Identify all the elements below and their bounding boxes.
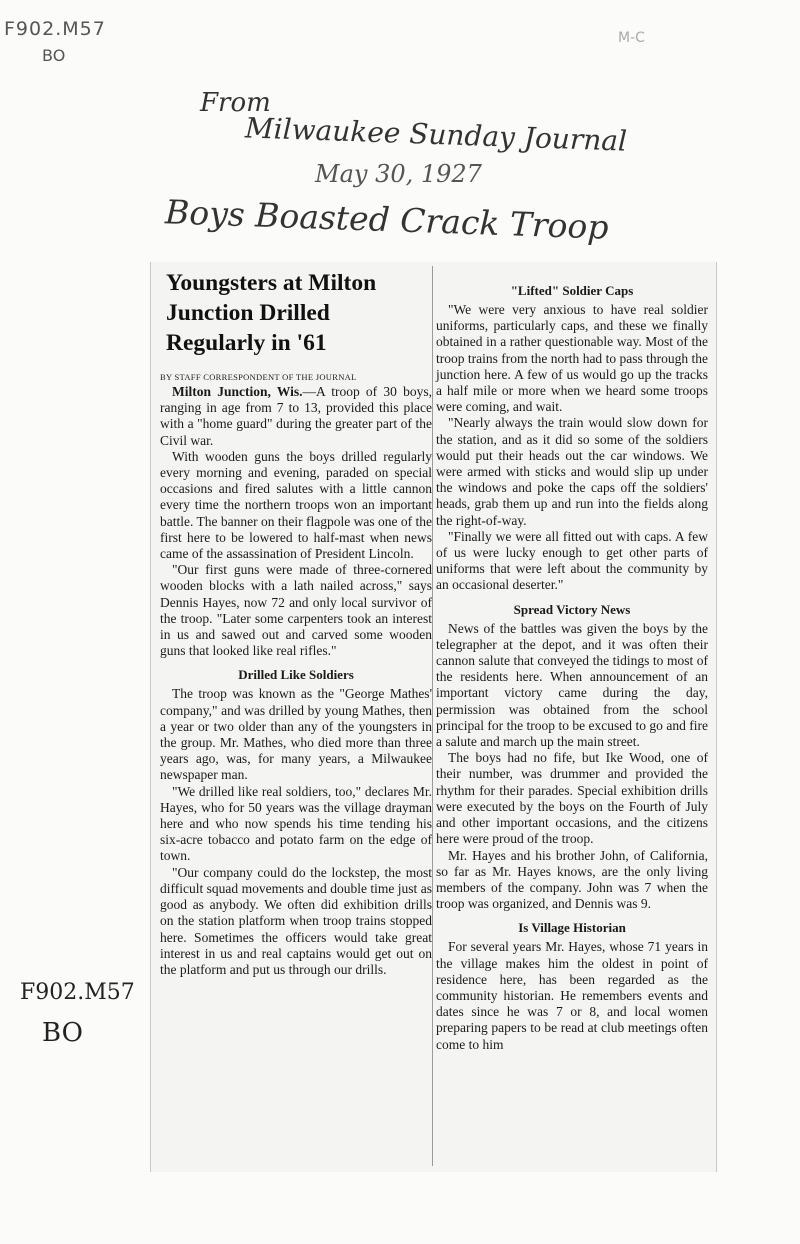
handwritten-from: From: [200, 88, 271, 118]
paragraph: "Our company could do the lockstep, the most difficult squad movements and double time just as good as anybody. We often did exhibition drills on the station platform when troop trains stopped here. Sometimes the officers would take great interest in us and real captains would get out on the platform and put us through our drills.: [160, 864, 432, 977]
paragraph: "Finally we were all fitted out with caps. A few of us were lucky enough to get other parts of uniforms that were left about the community by an occasional deserter.": [436, 528, 708, 593]
article-headline: Youngsters at Milton Junction Drilled Regularly in '61: [166, 270, 377, 356]
handwritten-paper: Milwaukee Sunday Journal: [244, 111, 628, 158]
paragraph: The boys had no fife, but Ike Wood, one of their number, was drummer and provided the rhythm for their parades. Special exhibition drills were executed by the boys on the Fourth of July and other important occasions, and the citizens here were proud of the troop.: [436, 750, 708, 847]
paragraph: Mr. Hayes and his brother John, of California, so far as Mr. Hayes knows, are the only living members of the company. John was 7 when the troop was organized, and Dennis was 9.: [436, 847, 708, 912]
article-right-column: [436, 283, 708, 1053]
call-number-line1: F902.M57: [20, 980, 135, 1005]
handwritten-title: Boys Boasted Crack Troop: [164, 192, 610, 247]
paragraph: "We drilled like real soldiers, too," declares Mr. Hayes, who for 50 years was the village drayman here and who now spends his time tending his six-acre tobacco and potato farm on the edge of town.: [160, 783, 432, 864]
paragraph: For several years Mr. Hayes, whose 71 years in the village makes him the oldest in point of residence here, has been regarded as the community historian. He remembers events and dates since he was 7 or 8, and local women preparing papers to be read at club meetings often come to him: [436, 939, 708, 1052]
top-right-mark: M-C: [618, 30, 645, 46]
paragraph: The troop was known as the "George Mathes' company," and was drilled by young Mathes, then a year or two older than any of the youngsters in the group. Mr. Mathes, who died more than three years ago, was, for many years, a Milwaukee newspaper man.: [160, 686, 432, 783]
byline: BY STAFF CORRESPONDENT OF THE JOURNAL: [160, 372, 357, 382]
dateline: Milton Junction, Wis.: [172, 384, 303, 399]
paragraph: News of the battles was given the boys by the telegrapher at the depot, and it was often their cannon salute that conveyed the tidings to most of the residents here. When announcement of an important victory came during the day, permission was obtained from the school principal for the troop to be excused to go and fire a salute and march up the main street.: [436, 620, 708, 750]
subhead-victory: Spread Victory News: [513, 601, 631, 617]
paragraph: "We were very anxious to have real soldier uniforms, particularly caps, and these we finally obtained in a rather questionable way. Most of the troop trains from the north had to pass through the junction here. A few of us would go up the tracks a half mile or more when we heard some troops were coming, and wait.: [436, 302, 708, 415]
lead-paragraph: [160, 384, 432, 449]
corner-stamp-sub: BO: [42, 46, 66, 65]
lead-text: —A troop of 30 boys, ranging in age from 7 to 13, provided this place with a "home guard" during the greater part of the Civil war.: [160, 384, 433, 448]
paragraph: "Our first guns were made of three-cornered wooden blocks with a lath nailed across," says Dennis Hayes, now 72 and only local survivor of the troop. "Later some carpenters took an interest in us and sawed out and carved some wooden guns that looked like real rifles.": [160, 562, 432, 659]
handwritten-date: May 30, 1927: [315, 160, 482, 188]
subhead-caps: "Lifted" Soldier Caps: [510, 283, 634, 298]
subhead-historian: Is Village Historian: [518, 920, 626, 936]
paragraph: "Nearly always the train would slow down for the station, and as it did so some of the soldiers would put their heads out the car windows. We were armed with sticks and would slip up under the windows and poke the caps off the soldiers' heads, grab them up and run into the fields along the right-of-way.: [436, 415, 708, 528]
subhead-drilled: Drilled Like Soldiers: [238, 667, 354, 683]
corner-stamp-top: F902.M57: [4, 18, 106, 40]
call-number-line2: BO: [42, 1018, 83, 1048]
paragraph: With wooden guns the boys drilled regularly every morning and evening, paraded on special occasions and fired salutes with a little cannon every time the northern troops won an important battle. The banner on their flagpole was one of the first here to be lowered to half-mast when news came of the assassination of President Lincoln.: [160, 448, 432, 562]
column-divider: [432, 266, 433, 1166]
article-left-column: [160, 268, 432, 978]
